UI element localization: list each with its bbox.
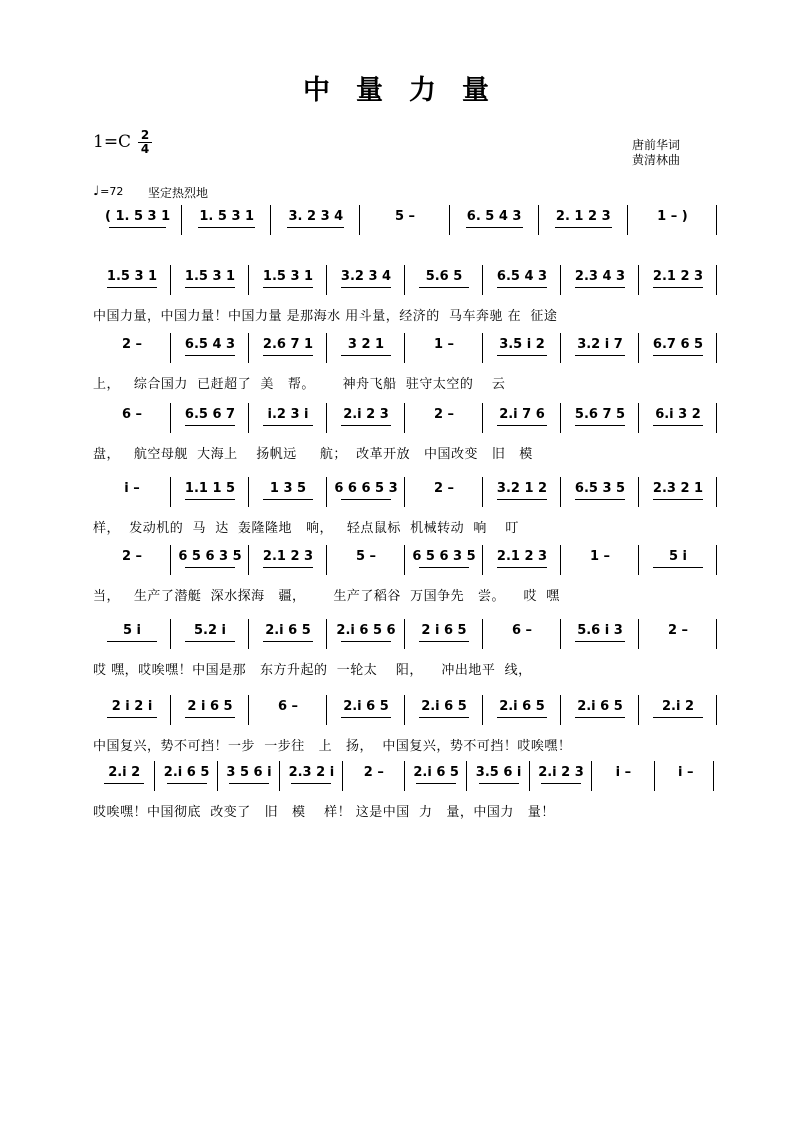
expression-marking: 坚定热烈地 — [148, 186, 209, 200]
measure: 2 – — [433, 407, 455, 422]
lyricist-credit: 唐前华词 — [632, 138, 681, 152]
lyrics-line: 哎 嘿，哎唉嘿！中国是那 东方升起的 一轮太 阳， 冲出地平 线， — [93, 663, 532, 678]
credits — [632, 138, 680, 168]
notation-row — [93, 205, 717, 237]
beam-underline — [653, 567, 703, 568]
beam-underline — [341, 425, 391, 426]
lyrics-line — [93, 245, 717, 267]
measure: 5.6 7 5 — [574, 407, 626, 422]
measure: 2 i 6 5 — [421, 623, 467, 638]
beam-underline — [653, 287, 703, 288]
beam-underline — [198, 227, 255, 228]
time-signature-bottom: 4 — [140, 142, 150, 156]
beam-underline — [419, 287, 469, 288]
beam-underline — [263, 425, 313, 426]
beam-underline — [185, 499, 235, 500]
key-signature: 1=C — [93, 132, 132, 152]
measure: 5.2 i — [193, 623, 226, 638]
measure: i – — [615, 765, 632, 780]
beam-underline — [167, 783, 207, 784]
lyrics-line: 中国力量，中国力量！中国力量 是那海水 用斗量，经济的 马车奔驰 在 征途 — [93, 309, 558, 324]
measure: 1.5 3 1 — [262, 269, 314, 284]
measure: 2.i 7 6 — [499, 407, 545, 422]
beam-underline — [419, 717, 469, 718]
beam-underline — [479, 783, 519, 784]
beam-underline — [341, 499, 391, 500]
barline — [716, 333, 717, 363]
measure: 3.5 i 2 — [499, 337, 545, 352]
measure: 2.i 6 5 — [413, 765, 459, 780]
measure: 1. 5 3 1 — [199, 209, 255, 224]
measure: 2 – — [121, 549, 143, 564]
barline — [716, 265, 717, 295]
beam-underline — [107, 717, 157, 718]
measure: 6.5 6 7 — [184, 407, 236, 422]
measure: 6.5 3 5 — [574, 481, 626, 496]
notation-row — [93, 333, 717, 365]
beam-underline — [107, 641, 157, 642]
beam-underline — [341, 717, 391, 718]
measure: i.2 3 i — [267, 407, 309, 422]
beam-underline — [419, 567, 469, 568]
measure: 2.i 6 5 — [421, 699, 467, 714]
beam-underline — [107, 287, 157, 288]
measure: 2 i 2 i — [111, 699, 153, 714]
measure: 1 – ) — [657, 209, 688, 224]
beam-underline — [263, 499, 313, 500]
composer-credit: 黄清林曲 — [632, 153, 681, 167]
measure: 2.6 7 1 — [262, 337, 314, 352]
measure: 1.1 1 5 — [184, 481, 236, 496]
measure: 5.6 5 — [425, 269, 463, 284]
beam-underline — [263, 567, 313, 568]
tempo-bpm: =72 — [100, 185, 124, 198]
measure: 2.1 2 3 — [496, 549, 548, 564]
barline — [716, 545, 717, 575]
measure: i – — [678, 765, 694, 780]
beam-underline — [185, 717, 235, 718]
beam-underline — [575, 355, 625, 356]
final-barline — [713, 761, 717, 791]
measure: 6 5 6 3 5 — [412, 549, 476, 564]
lyrics-line: 中国复兴，势不可挡！一步 一步往 上 扬， 中国复兴，势不可挡！哎唉嘿！ — [93, 739, 572, 754]
beam-underline — [263, 355, 313, 356]
beam-underline — [466, 227, 523, 228]
measure: 2.i 6 5 6 — [336, 623, 396, 638]
beam-underline — [575, 717, 625, 718]
measure: 6 5 6 3 5 — [178, 549, 242, 564]
measure: 2 – — [433, 481, 455, 496]
measure: 5 – — [355, 549, 377, 564]
beam-underline — [575, 499, 625, 500]
measure: 6. 5 4 3 — [466, 209, 522, 224]
measure: 2.3 2 i — [288, 765, 335, 780]
measure: 5 i — [668, 549, 688, 564]
measure: 1.5 3 1 — [106, 269, 158, 284]
measure: 6.5 4 3 — [496, 269, 548, 284]
lyrics-line: 哎唉嘿！中国彻底 改变了 旧 模 样！ 这是中国 力 量，中国力 量！ — [93, 805, 555, 820]
measure: 2.i 6 5 — [499, 699, 545, 714]
beam-underline — [263, 287, 313, 288]
measure: 2.3 4 3 — [574, 269, 626, 284]
beam-underline — [341, 355, 391, 356]
beam-underline — [555, 227, 612, 228]
measure: 1.5 3 1 — [184, 269, 236, 284]
beam-underline — [229, 783, 269, 784]
measure: 6 6 6 5 3 — [334, 481, 398, 496]
barline — [716, 403, 717, 433]
beam-underline — [109, 227, 166, 228]
measure: 2 i 6 5 — [187, 699, 233, 714]
measure: 2.i 6 5 — [265, 623, 311, 638]
beam-underline — [287, 227, 344, 228]
measure: 1 – — [589, 549, 611, 564]
barline — [716, 205, 717, 235]
barline — [716, 477, 717, 507]
beam-underline — [341, 287, 391, 288]
measure: ( 1. 5 3 1 — [104, 209, 171, 224]
measure: 3.2 i 7 — [577, 337, 623, 352]
measure: 6.5 4 3 — [184, 337, 236, 352]
lyrics-line: 样， 发动机的 马 达 轰隆隆地 响， 轻点鼠标 机械转动 响 叮 — [93, 521, 519, 536]
notation-row — [93, 403, 717, 435]
beam-underline — [575, 641, 625, 642]
beam-underline — [416, 783, 456, 784]
measure: 6.7 6 5 — [652, 337, 704, 352]
measure: 5 i — [122, 623, 142, 638]
beam-underline — [185, 641, 235, 642]
measure: 2 – — [121, 337, 143, 352]
measure: 3.5 6 i — [475, 765, 522, 780]
measure: 2.1 2 3 — [262, 549, 314, 564]
beam-underline — [653, 355, 703, 356]
lyrics-line: 盘， 航空母舰 大海上 扬帆远 航； 改革开放 中国改变 旧 模 — [93, 447, 533, 462]
beam-underline — [104, 783, 144, 784]
measure: 1 3 5 — [269, 481, 307, 496]
measure: 3. 2 3 4 — [288, 209, 344, 224]
measure: 6 – — [121, 407, 143, 422]
quarter-note-icon: ♩ — [93, 184, 100, 199]
beam-underline — [541, 783, 581, 784]
notation-row — [93, 477, 717, 509]
measure: 5.6 i 3 — [577, 623, 623, 638]
notation-row — [93, 545, 717, 577]
measure: 2.i 2 — [108, 765, 141, 780]
beam-underline — [291, 783, 331, 784]
beam-underline — [497, 567, 547, 568]
beam-underline — [185, 425, 235, 426]
beam-underline — [497, 499, 547, 500]
beam-underline — [575, 425, 625, 426]
measure: 2. 1 2 3 — [555, 209, 611, 224]
beam-underline — [653, 717, 703, 718]
beam-underline — [185, 355, 235, 356]
barline — [716, 619, 717, 649]
beam-underline — [341, 641, 391, 642]
time-signature — [138, 130, 152, 155]
beam-underline — [497, 717, 547, 718]
notation-row — [93, 695, 717, 727]
measure: 2 – — [667, 623, 689, 638]
beam-underline — [419, 641, 469, 642]
measure: 2.i 6 5 — [577, 699, 623, 714]
measure: 2 – — [363, 765, 384, 780]
song-title: 中量力量 — [303, 75, 515, 106]
notation-row — [93, 619, 717, 651]
measure: 6 – — [511, 623, 533, 638]
measure: 2.i 2 3 — [343, 407, 389, 422]
measure: 2.i 2 3 — [538, 765, 584, 780]
time-signature-top: 2 — [138, 130, 152, 143]
measure: 2.3 2 1 — [652, 481, 704, 496]
measure: 2.i 6 5 — [343, 699, 389, 714]
measure: 2.i 2 — [661, 699, 694, 714]
beam-underline — [497, 287, 547, 288]
notation-row — [93, 265, 717, 297]
lyrics-line: 上， 综合国力 已赶超了 美 帮。 神舟飞船 驻守太空的 云 — [93, 377, 506, 392]
beam-underline — [185, 567, 235, 568]
measure: 3 5 6 i — [226, 765, 272, 780]
beam-underline — [263, 641, 313, 642]
barline — [716, 695, 717, 725]
beam-underline — [497, 355, 547, 356]
measure: 3.2 1 2 — [496, 481, 548, 496]
measure: 2.i 6 5 — [163, 765, 210, 780]
beam-underline — [575, 287, 625, 288]
notation-row — [93, 761, 717, 793]
measure: i – — [124, 481, 140, 496]
measure: 6 – — [277, 699, 299, 714]
measure: 3.2 3 4 — [340, 269, 392, 284]
beam-underline — [497, 425, 547, 426]
beam-underline — [185, 287, 235, 288]
measure: 5 – — [394, 209, 416, 224]
measure: 2.1 2 3 — [652, 269, 704, 284]
measure: 1 – — [433, 337, 455, 352]
beam-underline — [653, 499, 703, 500]
measure: 3 2 1 — [347, 337, 385, 352]
tempo-marking — [93, 184, 123, 199]
measure: 6.i 3 2 — [655, 407, 701, 422]
lyrics-line: 当， 生产了潜艇 深水探海 疆， 生产了稻谷 万国争先 尝。 哎 嘿 — [93, 589, 560, 604]
beam-underline — [653, 425, 703, 426]
